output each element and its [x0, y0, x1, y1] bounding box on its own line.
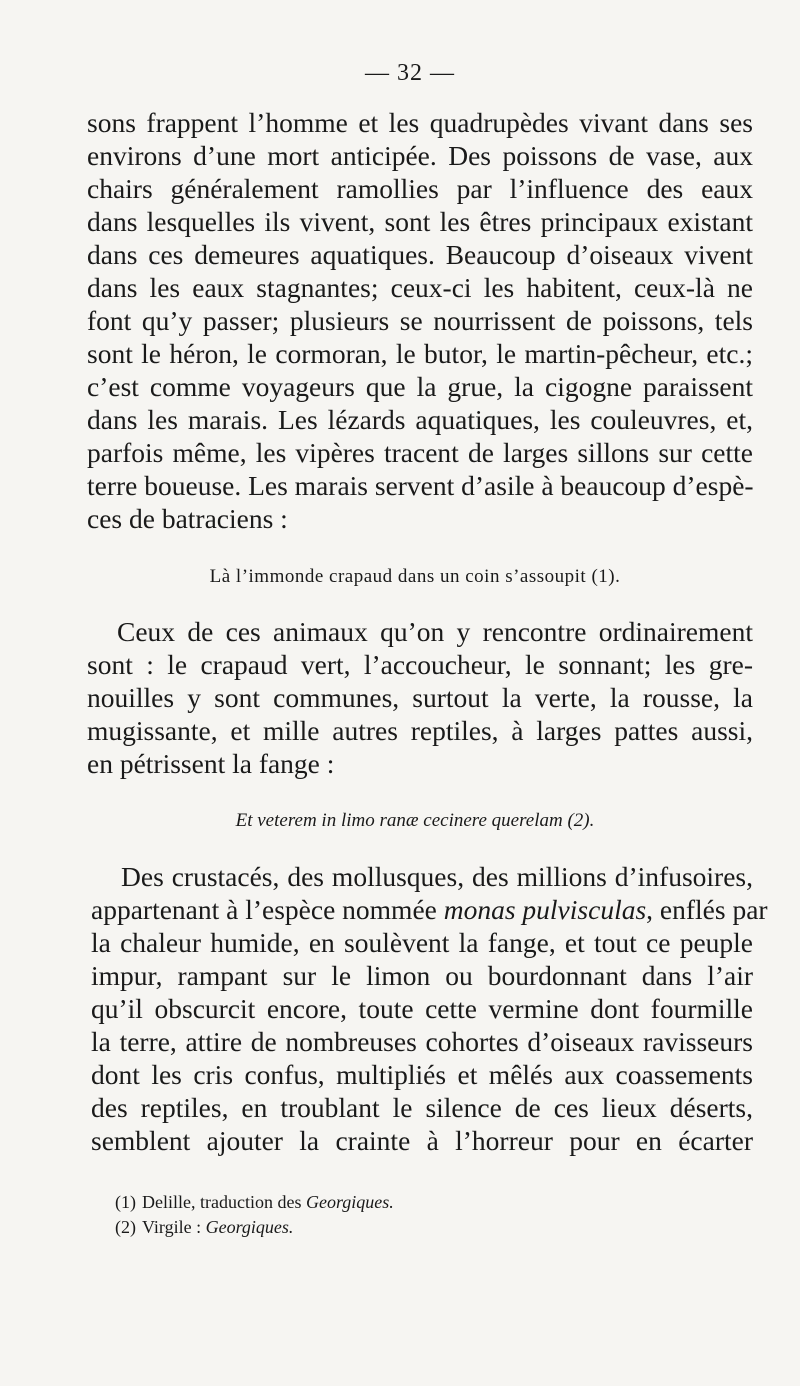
footnote-number: (1) — [115, 1192, 136, 1212]
text-line: chairs généralement ramollies par l’influence des eaux — [87, 173, 753, 204]
text-line: Des crustacés, des mollusques, des millions d’infusoires, — [121, 861, 753, 892]
text-line: dans les marais. Les lézards aquatiques, les couleuvres, et, — [87, 404, 753, 435]
text-run: , enflés par — [646, 894, 768, 925]
text-line: environs d’une mort anticipée. Des poissons de vase, aux — [87, 140, 753, 171]
text-line: font qu’y passer; plusieurs se nourrissent de poissons, tels — [87, 305, 753, 336]
text-line — [91, 894, 768, 925]
footnote-reference: Georgiques. — [205, 1217, 294, 1237]
text-line: parfois même, les vipères tracent de larges sillons sur cette — [87, 437, 753, 468]
footnote-reference: Georgiques. — [305, 1192, 394, 1212]
text-line: terre boueuse. Les marais servent d’asile à beaucoup d’espè- — [87, 470, 754, 501]
text-line: dont les cris confus, multipliés et mêlés aux coassements — [91, 1059, 753, 1090]
latin-quote: Et veterem in limo ranæ cecinere querelam (2). — [235, 810, 595, 831]
text-line: dans les eaux stagnantes; ceux-ci les habitent, ceux-là ne — [87, 272, 753, 303]
text-line: sont le héron, le cormoran, le butor, le martin-pêcheur, etc.; — [87, 338, 753, 369]
page-number: — 32 — — [365, 60, 455, 86]
verse-quote: Là l’immonde crapaud dans un coin s’assoupit (1). — [209, 566, 621, 587]
text-line: qu’il obscurcit encore, toute cette vermine dont fourmille — [91, 993, 753, 1024]
text-line: en pétrissent la fange : — [87, 748, 335, 779]
text-line: Ceux de ces animaux qu’on y rencontre ordinairement — [117, 616, 753, 647]
footnote — [115, 1192, 394, 1213]
text-line: des reptiles, en troublant le silence de ces lieux déserts, — [91, 1092, 753, 1123]
text-line: semblent ajouter la crainte à l’horreur pour en écarter — [91, 1125, 753, 1156]
text-line: la terre, attire de nombreuses cohortes d’oiseaux ravisseurs — [91, 1026, 753, 1057]
text-line: la chaleur humide, en soulèvent la fange, et tout ce peuple — [91, 927, 753, 958]
text-line: nouilles y sont communes, surtout la verte, la rousse, la — [87, 682, 753, 713]
text-line: dans ces demeures aquatiques. Beaucoup d’oiseaux vivent — [87, 239, 753, 270]
text-line: dans lesquelles ils vivent, sont les êtres principaux existant — [87, 206, 753, 237]
footnote-number: (2) — [115, 1217, 136, 1237]
footnote-text: Delille, traduction des — [142, 1192, 306, 1212]
text-line: impur, rampant sur le limon ou bourdonnant dans l’air — [91, 960, 753, 991]
text-line: sons frappent l’homme et les quadrupèdes vivant dans ses — [87, 107, 753, 138]
text-line: ces de batraciens : — [87, 503, 288, 534]
text-line: mugissante, et mille autres reptiles, à larges pattes aussi, — [87, 715, 753, 746]
footnote-text: Virgile : — [142, 1217, 206, 1237]
species-name: monas pulvisculas — [443, 894, 647, 925]
text-line: c’est comme voyageurs que la grue, la cigogne paraissent — [87, 371, 753, 402]
footnote — [115, 1217, 293, 1238]
text-run: appartenant à l’espèce nommée — [91, 894, 444, 925]
text-line: sont : le crapaud vert, l’accoucheur, le sonnant; les gre- — [87, 649, 753, 680]
